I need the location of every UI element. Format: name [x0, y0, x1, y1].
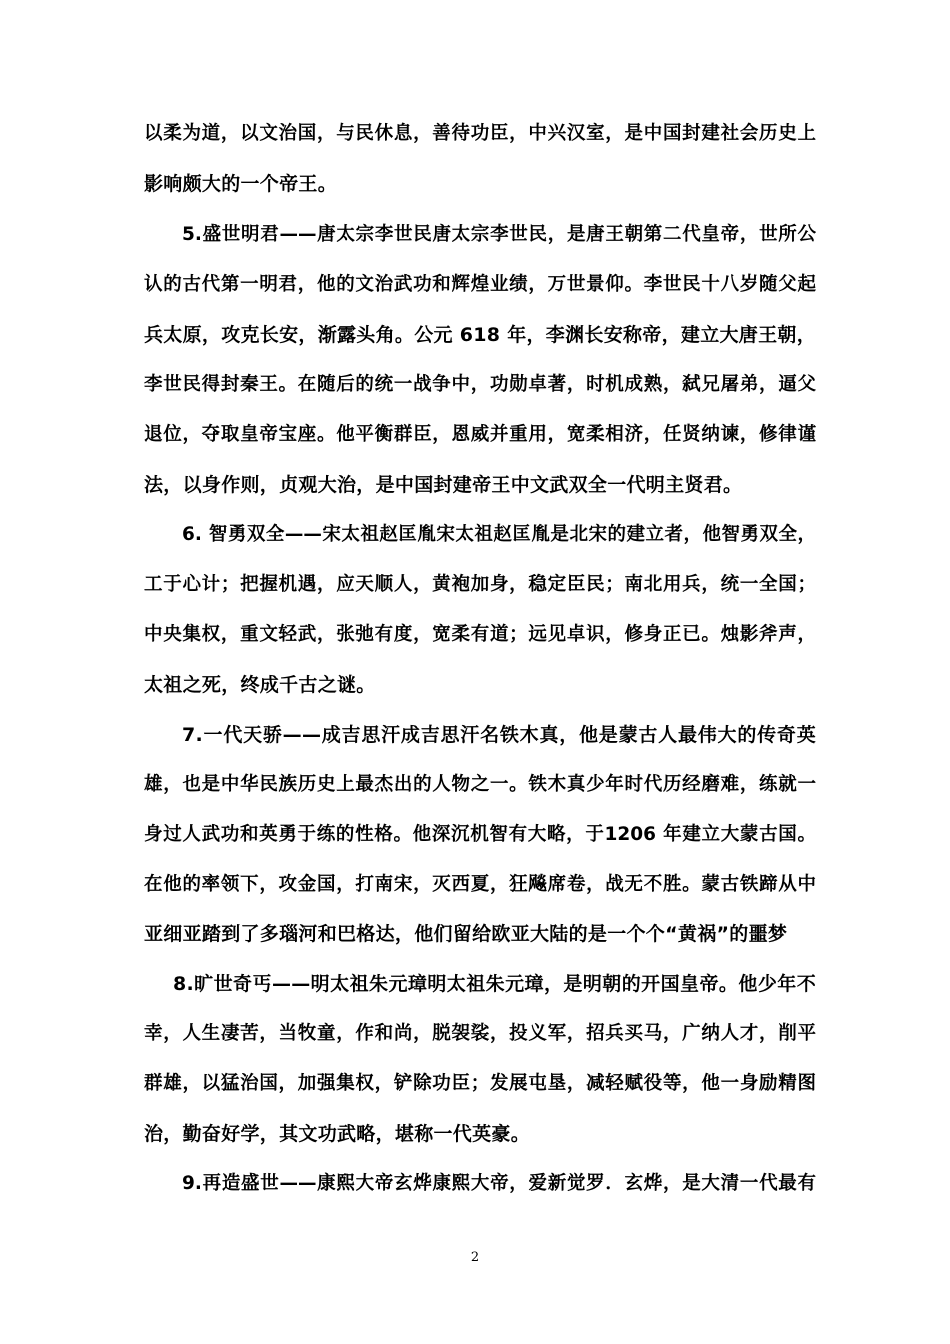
text-line: 影响颇大的一个帝王。 [144, 173, 338, 195]
page-number: 2 [470, 1250, 480, 1265]
paragraph-heading-line: 8.旷世奇丐——明太祖朱元璋明太祖朱元璋，是明朝的开国皇帝。他少年不 [173, 973, 816, 995]
text-line: 以柔为道，以文治国，与民休息，善待功臣，中兴汉室，是中国封建社会历史上 [144, 123, 816, 144]
text-line: 李世民得封秦王。在随后的统一战争中，功勋卓著，时机成熟，弑兄屠弟，逼父 [144, 374, 816, 395]
text-line: 工于心计；把握机遇，应天顺人，黄袍加身，稳定臣民；南北用兵，统一全国； [144, 574, 816, 595]
text-line: 退位，夺取皇帝宝座。他平衡群臣，恩威并重用，宽柔相济，任贤纳谏，修律谨 [144, 424, 816, 445]
text-line: 在他的率领下，攻金国，打南宋，灭西夏，狂飚席卷，战无不胜。蒙古铁蹄从中 [144, 874, 816, 895]
text-line: 幸，人生凄苦，当牧童，作和尚，脱袈裟，投义军，招兵买马，广纳人才，削平 [144, 1023, 816, 1044]
text-line: 亚细亚踏到了多瑙河和巴格达，他们留给欧亚大陆的是一个个“黄祸”的噩梦 [144, 923, 788, 945]
paragraph-heading-line: 9.再造盛世——康熙大帝玄烨康熙大帝，爱新觉罗．玄烨，是大清一代最有 [182, 1173, 816, 1194]
text-line: 治，勤奋好学，其文功武略，堪称一代英豪。 [144, 1123, 531, 1145]
paragraph-heading-line: 7.一代天骄——成吉思汗成吉思汗名铁木真，他是蒙古人最伟大的传奇英 [182, 724, 816, 746]
text-line: 太祖之死，终成千古之谜。 [144, 674, 376, 696]
paragraph-heading-line: 5.盛世明君——唐太宗李世民唐太宗李世民，是唐王朝第二代皇帝，世所公 [182, 224, 816, 245]
text-line: 认的古代第一明君，他的文治武功和辉煌业绩，万世景仰。李世民十八岁随父起 [144, 274, 816, 295]
text-line: 兵太原，攻克长安，渐露头角。公元 618 年，李渊长安称帝，建立大唐王朝， [144, 324, 816, 346]
text-line: 中央集权，重文轻武，张弛有度，宽柔有道；远见卓识，修身正已。烛影斧声， [144, 624, 816, 645]
paragraph-heading-line: 6. 智勇双全——宋太祖赵匡胤宋太祖赵匡胤是北宋的建立者，他智勇双全， [182, 524, 816, 545]
text-line: 法，以身作则，贞观大治，是中国封建帝王中文武双全一代明主贤君。 [144, 474, 743, 496]
text-line: 雄，也是中华民族历史上最杰出的人物之一。铁木真少年时代历经磨难，练就一 [144, 774, 816, 795]
text-line: 身过人武功和英勇于练的性格。他深沉机智有大略，于1206 年建立大蒙古国。 [144, 824, 816, 845]
text-line: 群雄，以猛治国，加强集权，铲除功臣；发展屯垦，减轻赋役等，他一身励精图 [144, 1073, 816, 1094]
